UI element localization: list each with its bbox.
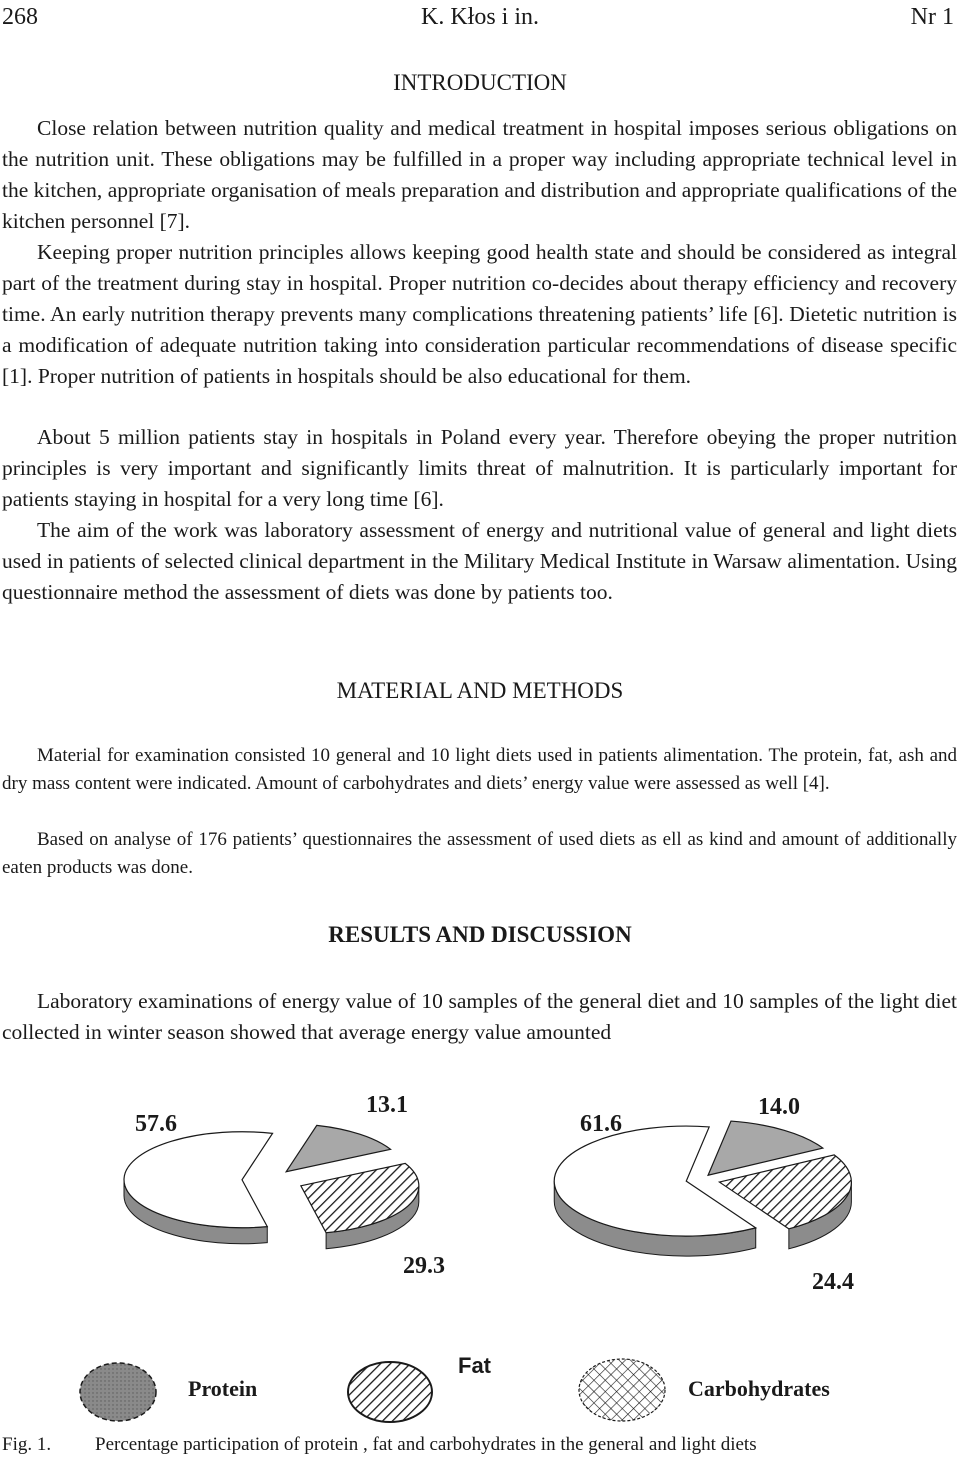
legend-carbohydrates-label: Carbohydrates [688,1376,830,1401]
intro-paragraph-4: The aim of the work was laboratory assessment of energy and nutritional value of general and light diets used in patients of selected clinical department in the Military Medical Institute in Warsaw alimentation. Using questionnaire method the assessment of diets was done by patients too. [2,518,957,604]
label-general-protein: 13.1 [366,1092,408,1118]
results-heading: RESULTS AND DISCUSSION [328,922,632,947]
results-paragraph: Laboratory examinations of energy value of 10 samples of the general diet and 10 samples of the light diet collected in winter season showed that average energy value amounted [2,989,957,1044]
pie-slice-protein [286,1125,390,1171]
pie-general-diet [124,1125,419,1248]
legend-fat-label: Fat [458,1353,491,1378]
label-light-carbohydrates: 61.6 [580,1111,622,1137]
intro-paragraph-1: Close relation between nutrition quality and medical treatment in hospital imposes serious obligations on the nutrition unit. These obligations may be fulfilled in a proper way including appropriate technical level in the kitchen, appropriate organisation of meals preparation and distribution and appropriate qualifications of the kitchen personnel [7]. [2,116,957,233]
label-light-protein: 14.0 [758,1094,800,1120]
methods-paragraph-1: Material for examination consisted 10 general and 10 light diets used in patients alimentation. The protein, fat, ash and dry mass content were indicated. Amount of carbohydrates and diets’ energy value were assessed as well [4]. [2,745,957,794]
pie-light-diet [554,1121,851,1256]
figure-caption-label: Fig. 1. [2,1434,52,1455]
label-general-fat: 29.3 [403,1253,445,1279]
methods-heading: MATERIAL AND METHODS [336,678,624,703]
label-light-fat: 24.4 [812,1269,854,1295]
issue-number: Nr 1 [910,4,954,30]
methods-paragraph-2: Based on analyse of 176 patients’ questionnaires the assessment of used diets as ell as kind and amount of additionally eaten products was done. [2,829,957,878]
label-general-carbohydrates: 57.6 [135,1111,177,1137]
figure-caption-text: Percentage participation of protein , fat and carbohydrates in the general and light diets [95,1434,757,1455]
legend-carbohydrates-swatch [579,1359,665,1421]
introduction-heading: INTRODUCTION [393,70,567,95]
page-number: 268 [2,4,38,30]
intro-paragraph-3: About 5 million patients stay in hospitals in Poland every year. Therefore obeying the proper nutrition principles is very important and significantly limits threat of malnutrition. It is particularly important for patients staying in hospital for a very long time [6]. [2,425,957,511]
running-authors: K. Kłos i in. [420,4,539,30]
legend-fat-swatch [348,1362,432,1422]
legend-protein-swatch [80,1363,156,1421]
intro-paragraph-2: Keeping proper nutrition principles allows keeping good health state and should be considered as integral part of the treatment during stay in hospital. Proper nutrition co-decides about therapy efficiency and recovery time. An early nutrition therapy prevents many complications threatening patients’ life [6]. Dietetic nutrition is a modification of adequate nutrition taking into consideration particular recommendations of disease specific [1]. Proper nutrition of patients in hospitals should be also educational for them. [2,240,957,388]
legend-protein-label: Protein [188,1376,258,1401]
